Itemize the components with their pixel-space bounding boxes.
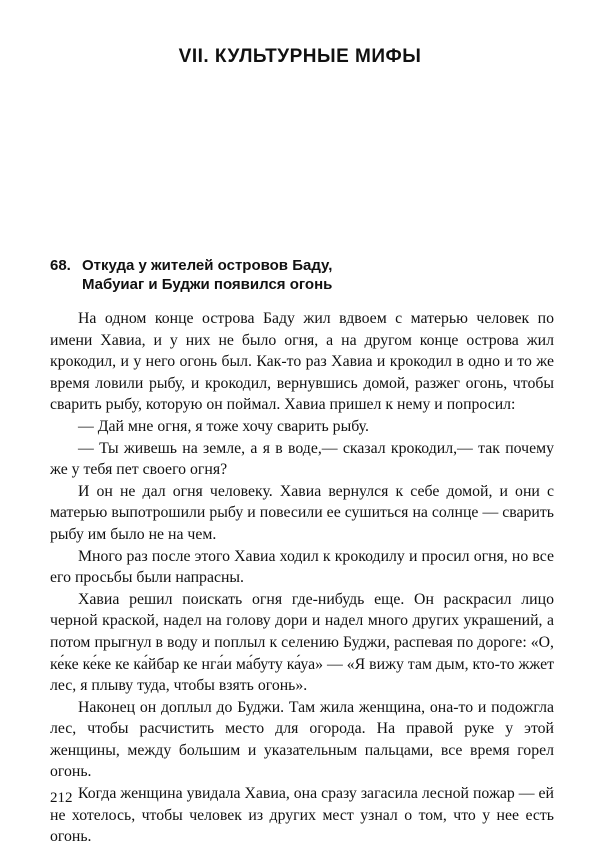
section-heading	[50, 256, 550, 294]
paragraph: — Ты живешь на земле, а я в воде,— сказал крокодил,— так почему же у тебя пет своего огня?	[50, 439, 554, 479]
page-number: 212	[50, 790, 73, 806]
paragraph: Много раз после этого Хавиа ходил к крокодилу и просил огня, но все его просьбы были напрасны.	[50, 547, 554, 587]
body-text	[50, 308, 554, 848]
paragraph: Наконец он доплыл до Буджи. Там жила женщина, она-то и подожгла лес, чтобы расчистить место для огорода. На правой руке у этой женщины, между большим и указательным пальцами, все время горел огонь.	[50, 698, 554, 781]
paragraph: Когда женщина увидала Хавиа, она сразу загасила лесной пожар — ей не хотелось, чтобы человек из других мест узнал о том, что у нее есть огонь.	[50, 785, 554, 846]
paragraph: На одном конце острова Баду жил вдвоем с матерью человек по имени Хавиа, и у них не было огня, а на другом конце острова жил крокодил, и у него огонь был. Как-то раз Хавиа и крокодил в одно и то же время ловили рыбу, и крокодил, вернувшись домой, разжег огонь, чтобы сварить рыбу, которую он поймал. Хавиа пришел к нему и попросил:	[50, 310, 554, 414]
paragraph: Хавиа решил поискать огня где-нибудь еще. Он раскрасил лицо черной краской, надел на голову дори и надел много других украшений, а потом прыгнул в воду и поплыл к селению Буджи, распевая по дороге: «О, ке́ке ке́ке ке ка́йбар ке нга́и ма́буту ка́уа» — «Я вижу там дым, кто-то жжет лес, я плыву туда, чтобы взять огонь».	[50, 590, 554, 695]
section-number: 68.	[50, 257, 71, 274]
section-title-line-2: Мабуиаг и Буджи появился огонь	[82, 276, 333, 293]
paragraph: И он не дал огня человеку. Хавиа вернулся к себе домой, и они с матерью выпотрошили рыбу и повесили ее сушиться на солнце — сварить рыбу им было не на чем.	[50, 482, 554, 543]
paragraph: — Дай мне огня, я тоже хочу сварить рыбу.	[78, 417, 369, 435]
section-title-line-1: Откуда у жителей островов Баду,	[82, 257, 333, 274]
chapter-title: VII. КУЛЬТУРНЫЕ МИФЫ	[178, 46, 422, 67]
